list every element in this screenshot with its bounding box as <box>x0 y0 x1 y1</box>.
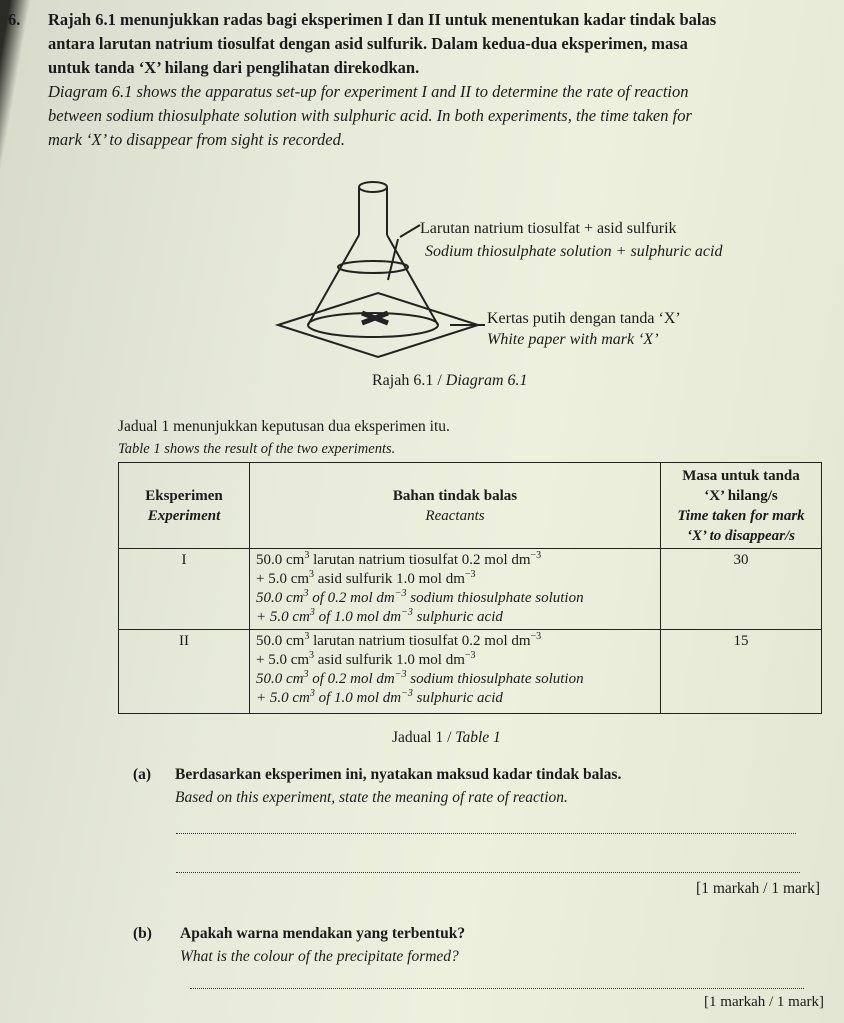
table-row: II 50.0 $cm^3$ larutan natrium tiosulfat 0.2 mol $dm^{-3}$ + 5.0 $cm^3$ asid sulfurik 1.0 mol $dm^{-3}$ 50.0 $cm^3$ of 0.2 mol $dm^{-3}$ sodium thiosulphate solution + 5.0 $cm^3$ of 1.0 mol $dm^{-3}$ sulphuric acid 15 <box>119 630 822 714</box>
intro-ms-1: Rajah 6.1 menunjukkan radas bagi eksperimen I dan II untuk menentukan kadar tindak balas <box>48 10 717 29</box>
part-a-question-en: Based on this experiment, state the meaning of rate of reaction. <box>175 789 568 806</box>
table-intro-en: Table 1 shows the result of the two experiments. <box>118 441 396 457</box>
conical-flask-diagram <box>270 175 510 365</box>
table-row: I 50.0 $cm^3$ larutan natrium tiosulfat 0.2 mol $dm^{-3}$ + 5.0 $cm^3$ asid sulfurik 1.0 mol $dm^{-3}$ 50.0 $cm^3$ of 0.2 mol $dm^{-3}$ sodium thiosulphate solution + 5.0 $cm^3$ of 1.0 mol $dm^{-3}$ sulphuric acid 30 <box>119 549 822 630</box>
intro-en-2: between sodium thiosulphate solution with sulphuric acid. In both experiments, the time taken for <box>48 106 692 125</box>
part-a-marks: [1 markah / 1 mark] <box>696 880 820 897</box>
part-b-marks: [1 markah / 1 mark] <box>704 994 824 1010</box>
intro-ms-2: antara larutan natrium tiosulfat dengan asid sulfurik. Dalam kedua-dua eksperimen, masa <box>48 34 688 53</box>
part-a-label: (a) <box>133 766 152 783</box>
intro-en-1: Diagram 6.1 shows the apparatus set-up for experiment I and II to determine the rate of reaction <box>48 82 689 101</box>
part-b-label: (b) <box>133 925 152 942</box>
reactants-cell: 50.0 $cm^3$ larutan natrium tiosulfat 0.2 mol $dm^{-3}$ + 5.0 $cm^3$ asid sulfurik 1.0 mol $dm^{-3}$ 50.0 $cm^3$ of 0.2 mol $dm^{-3}$ sodium thiosulphate solution + 5.0 $cm^3$ of 1.0 mol $dm^{-3}$ sulphuric acid <box>250 630 661 714</box>
label-paper-en: White paper with mark ‘X’ <box>487 331 659 348</box>
question-number: 6. <box>8 10 21 29</box>
lower-section <box>0 462 844 1014</box>
part-a-line-1 <box>0 763 844 786</box>
intro-en-3: mark ‘X’ to disappear from sight is recorded. <box>48 130 345 149</box>
label-solution-ms: Larutan natrium tiosulfat + asid sulfurik <box>420 220 677 237</box>
part-b-question-en: What is the colour of the precipitate formed? <box>180 948 459 965</box>
part-b-question-ms: Apakah warna mendakan yang terbentuk? <box>180 925 466 942</box>
answer-line-b1[interactable] <box>190 988 804 989</box>
intro-ms-3: untuk tanda ‘X’ hilang dari penglihatan direkodkan. <box>48 58 420 77</box>
results-table: Eksperimen Experiment Bahan tindak balas Reactants Masa untuk tanda ‘X’ hilang/s Time taken for mark ‘X’ to disappear/s I 50.0 $cm^3$ larutan natrium tiosulfat 0.2 mol $dm^{-3}$ + 5.0 $cm^3$ asid sulfurik 1.0 mol $dm^{-3}$ 50.0 $cm^3$ of 0.2 mol $dm^{-3}$ sodium thiosulphate solution + 5.0 $cm^3$ of 1.0 mol $dm^{-3}$ sulphuric acid 30 II 50.0 $cm^3$ larutan natrium tiosulfat 0.2 mol $dm^{-3}$ + 5.0 $cm^3$ asid sulfurik 1.0 mol $dm^{-3}$ 50.0 $cm^3$ of 0.2 mol $dm^{-3}$ sodium thiosulphate solution + 5.0 $cm^3$ of 1.0 mol $dm^{-3}$ sulphuric acid 15 <box>118 462 822 714</box>
answer-line-a1[interactable] <box>176 833 796 834</box>
label-paper-ms: Kertas putih dengan tanda ‘X’ <box>487 310 681 327</box>
part-b-line-1 <box>0 922 844 945</box>
table-caption: Jadual 1 / Table 1 <box>392 729 501 746</box>
reactants-cell: 50.0 $cm^3$ larutan natrium tiosulfat 0.2 mol $dm^{-3}$ + 5.0 $cm^3$ asid sulfurik 1.0 mol $dm^{-3}$ 50.0 $cm^3$ of 0.2 mol $dm^{-3}$ sodium thiosulphate solution + 5.0 $cm^3$ of 1.0 mol $dm^{-3}$ sulphuric acid <box>250 549 661 630</box>
x-mark-icon <box>362 313 388 323</box>
table-intro-ms: Jadual 1 menunjukkan keputusan dua eksperimen itu. <box>118 418 450 435</box>
part-a-question-ms: Berdasarkan eksperimen ini, nyatakan maksud kadar tindak balas. <box>175 766 622 783</box>
diagram-caption: Rajah 6.1 / Diagram 6.1 <box>372 372 528 389</box>
label-solution-en: Sodium thiosulphate solution + sulphuric acid <box>425 243 723 260</box>
answer-line-a2[interactable] <box>176 872 800 873</box>
